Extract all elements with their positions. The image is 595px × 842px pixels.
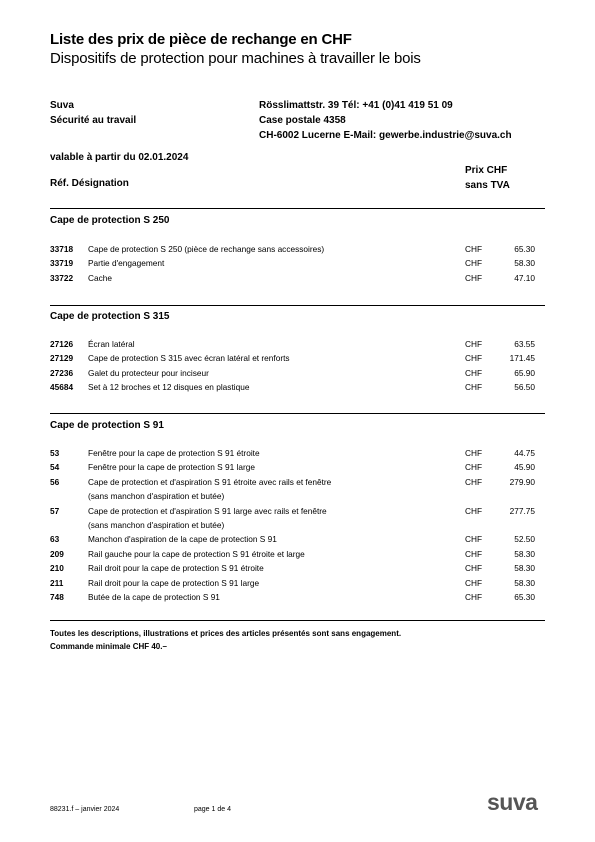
item-designation [88,590,448,604]
item-designation [88,380,448,394]
address-line-1: Rösslimattstr. 39 Tél: +41 (0)41 419 51 09 [259,100,453,111]
minimum-order-note: Commande minimale CHF 40.– [50,642,167,651]
designation-line: Partie d'engagement [88,258,165,269]
page-title: Liste des prix de pièce de rechange en CHF [50,31,352,48]
item-designation [88,337,448,351]
item-price: 58.30 [514,563,535,574]
item-designation [88,504,448,533]
designation-line: Cape de protection S 315 avec écran latéral et renforts [88,353,290,364]
designation-line: Cape de protection et d'aspiration S 91 étroite avec rails et fenêtre [88,476,332,487]
table-row [50,446,545,460]
section-rows [50,337,545,395]
item-designation [88,446,448,460]
currency: CHF [465,382,483,393]
divider [50,620,545,621]
designation-line: Rail gauche pour la cape de protection S 91 étroite et large [88,548,305,559]
table-row [50,561,545,575]
table-row [50,271,545,285]
item-reference: 33718 [50,244,74,254]
item-price: 52.50 [514,534,535,545]
designation-line: Butée de la cape de protection S 91 [88,591,220,602]
currency: CHF [465,476,483,487]
item-reference: 57 [50,505,60,516]
designation-line: (sans manchon d'aspiration et butée) [88,519,225,530]
table-row [50,576,545,590]
item-reference: 45684 [50,382,74,393]
currency: CHF [465,244,483,254]
item-reference: 56 [50,476,60,487]
address-line-2: Case postale 4358 [259,115,346,126]
designation-line: Cache [88,272,112,283]
item-price: 58.30 [514,577,535,588]
item-price: 45.90 [514,462,535,473]
designation-line: Cape de protection et d'aspiration S 91 large avec rails et fenêtre [88,505,327,516]
table-row [50,351,545,365]
item-designation [88,271,448,285]
item-designation [88,242,448,256]
item-price: 279.90 [509,476,535,487]
section-rows [50,242,545,285]
disclaimer-line-1: Toutes les descriptions, illustrations et prices des articles présentés sont sans engagement. [50,629,402,638]
table-row [50,460,545,474]
item-price: 58.30 [514,258,535,269]
currency: CHF [465,462,483,473]
designation-line: Manchon d'aspiration de la cape de protection S 91 [88,534,277,545]
item-designation [88,475,448,504]
designation-line: (sans manchon d'aspiration et butée) [88,491,225,502]
item-price: 58.30 [514,548,535,559]
item-price: 65.30 [514,244,535,254]
section-rows [50,446,545,604]
address-block [259,98,512,143]
currency: CHF [465,505,483,516]
item-price: 65.30 [514,591,535,602]
designation-line: Fenêtre pour la cape de protection S 91 large [88,462,255,473]
table-row [50,475,545,504]
org-name: Suva [50,100,74,111]
table-row [50,380,545,394]
disclaimer [50,627,401,653]
item-price: 277.75 [509,505,535,516]
divider [50,413,545,414]
item-reference: 54 [50,462,60,473]
document-reference: 88231.f – janvier 2024 [50,806,120,813]
address-line-3: CH-6002 Lucerne E-Mail: gewerbe.industrie@suva.ch [259,130,512,141]
currency: CHF [465,577,483,588]
designation-line: Rail droit pour la cape de protection S 91 large [88,577,260,588]
currency: CHF [465,591,483,602]
item-reference: 748 [50,591,64,602]
currency: CHF [465,339,483,349]
item-designation [88,460,448,474]
item-designation [88,532,448,546]
item-designation [88,351,448,365]
table-row [50,504,545,533]
section-title: Cape de protection S 250 [50,215,170,226]
designation-line: Écran latéral [88,339,135,349]
designation-line: Rail droit pour la cape de protection S 91 étroite [88,563,264,574]
item-designation [88,547,448,561]
item-price: 56.50 [514,382,535,393]
table-row [50,242,545,256]
page-subtitle: Dispositifs de protection pour machines à travailler le bois [50,50,421,67]
table-row [50,256,545,270]
item-reference: 63 [50,534,60,545]
column-header-price [465,163,510,193]
currency: CHF [465,448,483,458]
item-reference: 53 [50,448,60,458]
currency: CHF [465,353,483,364]
price-header-line-1: Prix CHF [465,165,508,176]
item-designation [88,561,448,575]
item-reference: 209 [50,548,64,559]
table-row [50,532,545,546]
designation-line: Galet du protecteur pour inciseur [88,367,209,378]
item-price: 171.45 [509,353,535,364]
item-price: 47.10 [514,272,535,283]
designation-line: Fenêtre pour la cape de protection S 91 étroite [88,448,260,458]
item-reference: 33719 [50,258,74,269]
table-row [50,366,545,380]
section-title: Cape de protection S 315 [50,311,170,322]
validity-date: valable à partir du 02.01.2024 [50,152,189,163]
divider [50,305,545,306]
designation-line: Cape de protection S 250 (pièce de rechange sans accessoires) [88,244,325,254]
page-number: page 1 de 4 [194,806,231,813]
currency: CHF [465,272,483,283]
item-price: 65.90 [514,367,535,378]
currency: CHF [465,563,483,574]
item-reference: 211 [50,577,64,588]
section-title: Cape de protection S 91 [50,420,164,431]
org-dept: Sécurité au travail [50,115,137,126]
designation-line: Set à 12 broches et 12 disques en plastique [88,382,250,393]
suva-logo: suva [487,789,538,815]
column-header-ref-designation: Réf. Désignation [50,178,129,189]
currency: CHF [465,367,483,378]
item-reference: 33722 [50,272,74,283]
item-designation [88,576,448,590]
item-price: 63.55 [514,339,535,349]
price-header-line-2: sans TVA [465,180,510,191]
item-price: 44.75 [514,448,535,458]
item-designation [88,366,448,380]
table-row [50,337,545,351]
org-block [50,98,136,128]
item-reference: 210 [50,563,64,574]
item-reference: 27129 [50,353,74,364]
item-reference: 27236 [50,367,74,378]
currency: CHF [465,258,483,269]
divider [50,208,545,209]
item-designation [88,256,448,270]
currency: CHF [465,548,483,559]
table-row [50,590,545,604]
item-reference: 27126 [50,339,74,349]
currency: CHF [465,534,483,545]
table-row [50,547,545,561]
